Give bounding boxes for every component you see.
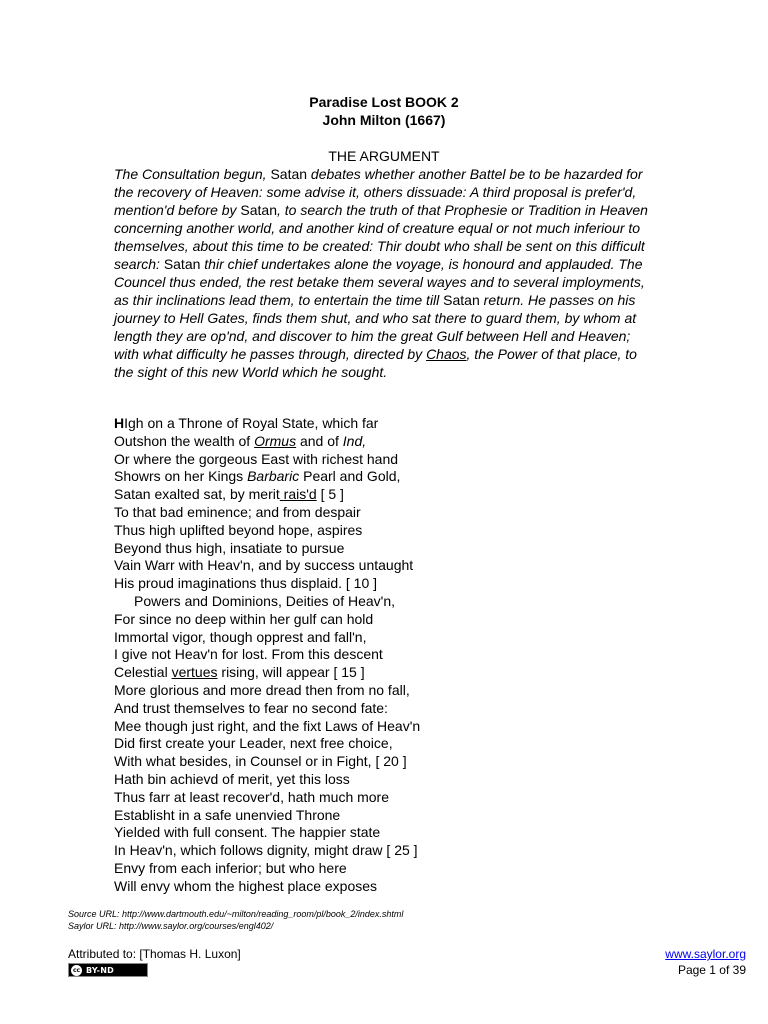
poem-line: For since no deep within her gulf can hold	[114, 610, 374, 627]
poem-text: Barbaric	[247, 468, 300, 485]
poem-line: Yielded with full consent. The happier state	[114, 824, 381, 841]
cc-icon: cc	[72, 966, 81, 974]
ormus-link[interactable]: Ormus	[254, 432, 297, 449]
saylor-url: Saylor URL: http://www.saylor.org/courses/engl402/	[68, 921, 274, 931]
poem-line: Did first create your Leader, next free choice,	[114, 735, 393, 752]
argument-text: thir chief undertakes alone the voyage, is honourd and applauded. The Councel thus ended, the rest betake them several wayes and to several imployments, as thir inclinations lead them, to entertain the time till	[114, 256, 645, 308]
cc-license-badge[interactable]	[68, 963, 148, 977]
argument-heading: THE ARGUMENT	[328, 148, 440, 164]
poem-text: Celestial	[114, 664, 172, 681]
poem-text: [ 5 ]	[316, 486, 344, 503]
poem-line: Mee though just right, and the fixt Laws of Heav'n	[114, 717, 421, 734]
poem-lines	[114, 415, 654, 896]
poem-line	[114, 664, 654, 682]
argument-text: The Consultation begun,	[114, 166, 271, 182]
page-number: Page 1 of 39	[677, 963, 746, 977]
poem-text: Igh on a Throne of Royal State, which far	[124, 415, 379, 431]
poem-text: Pearl and Gold,	[299, 468, 401, 485]
argument-paragraph	[114, 165, 654, 381]
poem-line: Hath bin achievd of merit, yet this loss	[114, 770, 350, 787]
attribution: Attributed to: [Thomas H. Luxon]	[68, 947, 241, 961]
poem-text: and of	[296, 432, 343, 449]
argument-name: Satan	[163, 256, 201, 272]
poem-line	[114, 415, 654, 433]
poem-line: In Heav'n, which follows dignity, might draw [ 25 ]	[114, 842, 418, 859]
poem-line	[114, 468, 654, 486]
poem-line: His proud imaginations thus displaid. [ 10 ]	[114, 575, 378, 592]
argument-text: debates whether another Battel be to be hazarded for the recovery of Heaven: some advise it, others dissuade: A third proposal is prefer'd, mention'd before by	[114, 166, 643, 218]
poem-text: Outshon the wealth of	[114, 432, 255, 449]
vertues-link[interactable]: vertues	[171, 664, 218, 681]
poem-text: Satan exalted sat, by merit	[114, 486, 280, 503]
poem-line: To that bad eminence; and from despair	[114, 503, 361, 520]
license-label: BY-ND	[86, 965, 114, 975]
poem-text: Showrs on her Kings	[114, 468, 248, 485]
poem-line	[114, 433, 654, 451]
poem-line: Or where the gorgeous East with richest hand	[114, 450, 399, 467]
poem-line: Thus high uplifted beyond hope, aspires	[114, 521, 363, 538]
poem-text: Ind,	[342, 432, 367, 449]
poem-line: Vain Warr with Heav'n, and by success untaught	[114, 557, 414, 574]
raisd-link[interactable]: rais'd	[279, 486, 317, 503]
document-title: Paradise Lost BOOK 2	[309, 94, 459, 110]
chaos-link[interactable]: Chaos	[426, 346, 467, 362]
poem-line: More glorious and more dread then from no fall,	[114, 681, 410, 698]
argument-name: Satan	[240, 202, 278, 218]
document-author: John Milton (1667)	[322, 112, 446, 128]
poem-line: Beyond thus high, insatiate to pursue	[114, 539, 345, 556]
poem-text: rising, will appear [ 15 ]	[217, 664, 365, 681]
poem-line: Powers and Dominions, Deities of Heav'n,	[134, 592, 396, 609]
poem-line: Will envy whom the highest place exposes	[114, 877, 378, 894]
saylor-link[interactable]: www.saylor.org	[665, 947, 746, 961]
argument-name: Satan	[270, 166, 308, 182]
poem-line: Envy from each inferior; but who here	[114, 859, 347, 876]
poem-line: Thus farr at least recover'd, hath much more	[114, 788, 390, 805]
drop-letter: H	[114, 415, 125, 431]
poem-line: Establisht in a safe unenvied Throne	[114, 806, 341, 823]
argument-text: return. He passes on his journey to Hell Gates, finds them shut, and who sat there to guard them, by whom at length they are op'nd, and discover to him the great Gulf between Hell and Heaven; with what difficulty he passes through, directed by	[114, 292, 637, 362]
poem-line: Immortal vigor, though opprest and fall'n,	[114, 628, 367, 645]
source-url: Source URL: http://www.dartmouth.edu/~milton/reading_room/pl/book_2/index.shtml	[68, 909, 404, 919]
poem-line: With what besides, in Counsel or in Fight, [ 20 ]	[114, 753, 407, 770]
argument-text: , the Power of that place, to the sight of this new World which he sought.	[114, 346, 637, 380]
poem-line: I give not Heav'n for lost. From this descent	[114, 646, 383, 663]
poem-line: And trust themselves to fear no second fate:	[114, 699, 388, 716]
argument-name: Satan	[443, 292, 480, 308]
argument-text: , to search the truth of that Prophesie or Tradition in Heaven concerning another world, and another kind of creature equal or not much inferiour to themselves, about this time to be created: Thir doubt who shall be sent on this difficult search:	[114, 202, 648, 272]
poem-line	[114, 486, 654, 504]
